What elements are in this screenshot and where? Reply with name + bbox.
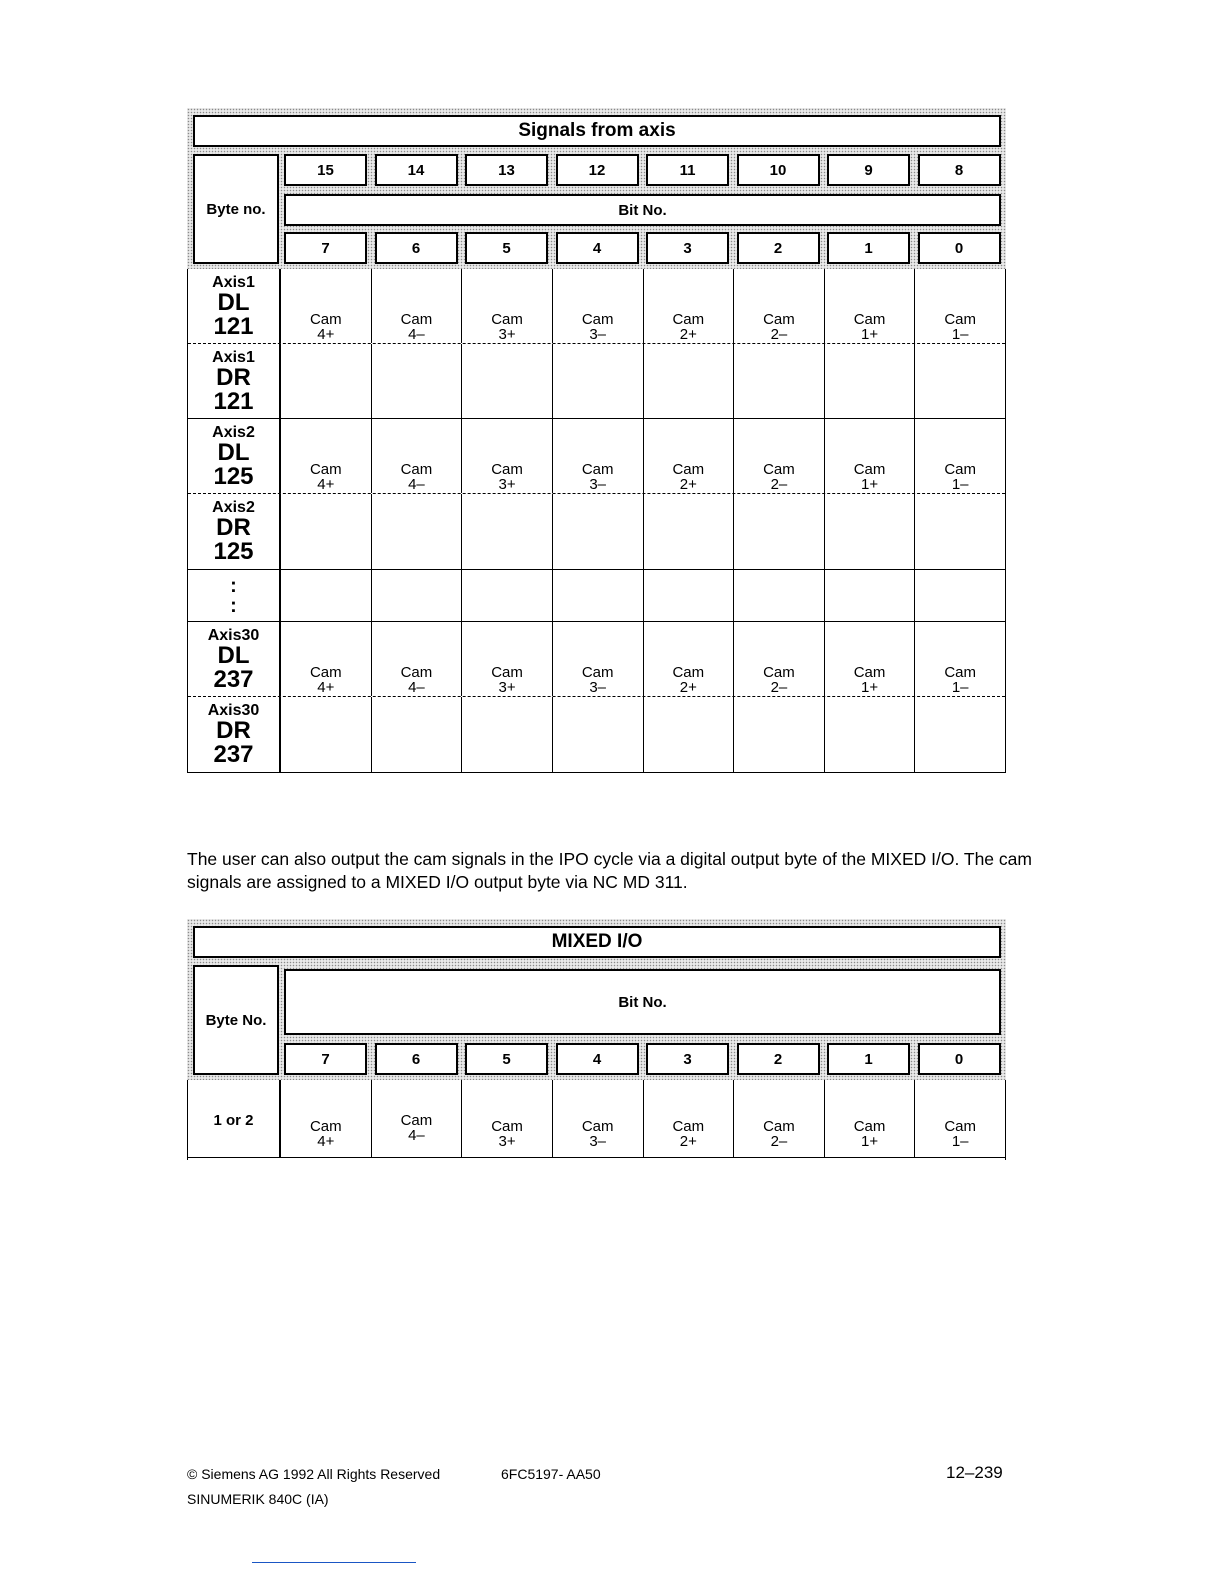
footer-order-no: 6FC5197- AA50 (501, 1466, 601, 1482)
empty-cell (372, 344, 463, 418)
cam-number: 2+ (679, 1133, 697, 1150)
empty-cell (644, 570, 735, 621)
cam-label: Cam (853, 664, 886, 681)
cam-number: 1+ (861, 476, 879, 493)
register-label: DL (217, 438, 250, 466)
cam-label: Cam (400, 1112, 433, 1129)
cam-number: 2– (770, 679, 788, 696)
cam-label: Cam (944, 1118, 977, 1135)
cam-label: Cam (853, 311, 886, 328)
footer-copyright: © Siemens AG 1992 All Rights Reserved (187, 1466, 441, 1482)
empty-cell (734, 344, 825, 418)
cam-label: Cam (309, 461, 342, 478)
byte-cell (188, 697, 281, 772)
bit-low-5: 2 (737, 232, 820, 264)
byte-cell (188, 419, 281, 493)
bit-high-7: 8 (918, 154, 1001, 186)
bit-high-6: 9 (827, 154, 910, 186)
cam-cell (281, 1080, 372, 1157)
register-number: 121 (213, 387, 254, 415)
cam-label: Cam (581, 461, 614, 478)
page-number: 12–239 (946, 1463, 1003, 1482)
cam-cell (734, 1080, 825, 1157)
empty-cell (553, 344, 644, 418)
bit-high-0: 15 (284, 154, 367, 186)
axis-label: Axis2 (212, 423, 255, 441)
cam-number: 1+ (861, 326, 879, 343)
mixed-bit-5: 2 (737, 1043, 820, 1075)
cam-cell (462, 419, 553, 493)
empty-cell (281, 570, 372, 621)
bit-low-6: 1 (827, 232, 910, 264)
cam-cell (825, 1080, 916, 1157)
cam-number: 1– (951, 326, 969, 343)
cam-label: Cam (309, 311, 342, 328)
table-row (188, 269, 1005, 344)
empty-cell (372, 494, 463, 569)
cam-number: 3+ (498, 476, 516, 493)
table2-byte-label: Byte No. (193, 965, 279, 1075)
body-paragraph: The user can also output the cam signals in the IPO cycle via a digital output byte of the MIXED I/O. The cam signals are assigned to a MIXED I/O output byte via NC MD 311. (187, 849, 1032, 892)
empty-cell (734, 570, 825, 621)
cam-cell (553, 419, 644, 493)
cam-cell (372, 622, 463, 696)
cam-label: Cam (944, 664, 977, 681)
byte-cell (188, 344, 281, 418)
cam-label: Cam (491, 311, 523, 328)
bit-low-3: 4 (556, 232, 639, 264)
empty-cell (281, 344, 372, 418)
cam-label: Cam (672, 664, 705, 681)
empty-cell (734, 494, 825, 569)
cam-number: 1– (951, 476, 969, 493)
register-number: 237 (213, 665, 254, 693)
register-label: DL (217, 641, 250, 669)
byte-cell (188, 1080, 281, 1157)
cam-cell (372, 419, 463, 493)
cam-label: Cam (491, 1118, 523, 1135)
empty-cell (462, 344, 553, 418)
axis-label: Axis2 (212, 499, 255, 516)
empty-cell (553, 570, 644, 621)
cam-number: 4+ (317, 679, 335, 696)
cam-cell (825, 419, 916, 493)
cam-cell (372, 1080, 463, 1157)
byte-cell (188, 494, 281, 569)
register-number: 125 (213, 538, 254, 565)
axis-label: Axis30 (207, 702, 260, 719)
table1-header (187, 108, 1006, 269)
table-row (188, 570, 1005, 622)
register-number: 121 (213, 312, 254, 340)
table1-body (187, 269, 1006, 773)
empty-cell (825, 570, 916, 621)
empty-cell (462, 494, 553, 569)
cam-label: Cam (763, 1118, 795, 1135)
register-label: DL (217, 288, 250, 316)
cam-cell (281, 269, 372, 343)
empty-cell (553, 494, 644, 569)
empty-cell (644, 344, 735, 418)
cam-number: 4– (408, 326, 425, 343)
cam-cell (281, 622, 372, 696)
axis-label: Axis30 (207, 626, 260, 644)
mixed-bit-7: 0 (918, 1043, 1001, 1075)
empty-cell (644, 494, 735, 569)
cam-cell (825, 269, 916, 343)
cam-cell (915, 269, 1005, 343)
bit-low-4: 3 (646, 232, 729, 264)
cam-label: Cam (581, 311, 614, 328)
cam-number: 3+ (498, 1133, 516, 1150)
cam-label: Cam (763, 664, 795, 681)
bit-high-4: 11 (646, 154, 729, 186)
register-label: DR (216, 717, 251, 744)
cam-cell (462, 269, 553, 343)
mixed-bit-3: 4 (556, 1043, 639, 1075)
table2-body (187, 1080, 1006, 1160)
table1-bit-label: Bit No. (284, 194, 1001, 226)
table-row (188, 1080, 1005, 1158)
cam-label: Cam (672, 311, 705, 328)
cam-cell (734, 269, 825, 343)
cam-number: 3+ (498, 679, 516, 696)
cam-cell (462, 622, 553, 696)
cam-number: 2+ (679, 679, 697, 696)
byte-cell (188, 269, 281, 343)
table-row (188, 697, 1005, 773)
empty-cell (372, 570, 463, 621)
cam-number: 4– (408, 476, 425, 493)
empty-cell (462, 570, 553, 621)
cam-cell (915, 1080, 1005, 1157)
cam-number: 1– (951, 1133, 969, 1150)
cam-number: 4+ (317, 1133, 335, 1150)
bit-high-5: 10 (737, 154, 820, 186)
byte-cell (188, 622, 281, 696)
cam-number: 3+ (498, 326, 516, 343)
empty-cell (734, 697, 825, 772)
bit-high-1: 14 (375, 154, 458, 186)
table-row (188, 494, 1005, 570)
cam-cell (644, 269, 735, 343)
empty-cell (915, 494, 1005, 569)
empty-cell (825, 697, 916, 772)
cam-cell (734, 419, 825, 493)
cam-cell (553, 622, 644, 696)
footer-product: SINUMERIK 840C (IA) (187, 1491, 329, 1507)
cam-number: 4+ (317, 326, 335, 343)
cam-cell (462, 1080, 553, 1157)
mixed-bit-2: 5 (465, 1043, 548, 1075)
empty-cell (825, 344, 916, 418)
cam-cell (644, 419, 735, 493)
cam-label: Cam (853, 1118, 886, 1135)
link-underline (252, 1562, 416, 1563)
cam-number: 2– (770, 326, 788, 343)
cam-label: Cam (581, 664, 614, 681)
cam-label: Cam (491, 461, 523, 478)
cam-number: 3– (589, 679, 607, 696)
bit-high-3: 12 (556, 154, 639, 186)
cam-number: 1+ (861, 679, 879, 696)
cam-number: 3– (589, 326, 607, 343)
register-number: 125 (213, 462, 254, 490)
cam-label: Cam (400, 311, 433, 328)
table1-title: Signals from axis (193, 115, 1001, 147)
axis-label: Axis1 (212, 348, 255, 366)
cam-cell (553, 1080, 644, 1157)
empty-cell (915, 697, 1005, 772)
cam-number: 4+ (317, 476, 335, 493)
cam-cell (553, 269, 644, 343)
mixed-bit-1: 6 (375, 1043, 458, 1075)
register-number: 237 (213, 741, 254, 768)
empty-cell (281, 697, 372, 772)
cam-label: Cam (400, 664, 433, 681)
table-row (188, 344, 1005, 419)
cam-number: 4– (408, 679, 425, 696)
empty-cell (553, 697, 644, 772)
table2-title: MIXED I/O (193, 926, 1001, 958)
table2-header (187, 919, 1006, 1080)
cam-label: Cam (944, 311, 977, 328)
bit-low-7: 0 (918, 232, 1001, 264)
cam-number: 4– (408, 1127, 425, 1144)
cam-number: 3– (589, 1133, 607, 1150)
empty-cell (915, 344, 1005, 418)
cam-cell (915, 419, 1005, 493)
empty-cell (825, 494, 916, 569)
cam-label: Cam (491, 664, 523, 681)
ellipsis-mark: : (230, 594, 237, 617)
empty-cell (372, 697, 463, 772)
cam-number: 1– (951, 679, 969, 696)
empty-cell (915, 570, 1005, 621)
register-label: DR (216, 363, 251, 391)
cam-cell (734, 622, 825, 696)
empty-cell (281, 494, 372, 569)
table-row (188, 622, 1005, 697)
bit-high-2: 13 (465, 154, 548, 186)
cam-label: Cam (853, 461, 886, 478)
ellipsis-mark: : (230, 574, 237, 597)
cam-number: 2– (770, 476, 788, 493)
cam-cell (915, 622, 1005, 696)
cam-label: Cam (763, 461, 795, 478)
bit-low-1: 6 (375, 232, 458, 264)
cam-label: Cam (672, 1118, 705, 1135)
cam-number: 1+ (861, 1133, 879, 1150)
cam-number: 2+ (679, 476, 697, 493)
register-label: DR (216, 514, 251, 541)
cam-label: Cam (581, 1118, 614, 1135)
cam-cell (825, 622, 916, 696)
bit-low-2: 5 (465, 232, 548, 264)
cam-cell (644, 1080, 735, 1157)
empty-cell (462, 697, 553, 772)
cam-label: Cam (763, 311, 795, 328)
mixed-bit-4: 3 (646, 1043, 729, 1075)
byte-cell (188, 570, 281, 621)
mixed-bit-0: 7 (284, 1043, 367, 1075)
mixed-bit-6: 1 (827, 1043, 910, 1075)
bit-low-0: 7 (284, 232, 367, 264)
table1-byte-label: Byte no. (193, 154, 279, 264)
cam-cell (281, 419, 372, 493)
table-row (188, 419, 1005, 494)
byte-value: 1 or 2 (213, 1112, 254, 1129)
table2-bit-label: Bit No. (284, 969, 1001, 1035)
cam-number: 3– (589, 476, 607, 493)
cam-cell (644, 622, 735, 696)
cam-cell (372, 269, 463, 343)
cam-label: Cam (400, 461, 433, 478)
empty-cell (644, 697, 735, 772)
cam-label: Cam (672, 461, 705, 478)
axis-label: Axis1 (212, 273, 255, 291)
cam-number: 2+ (679, 326, 697, 343)
cam-label: Cam (309, 664, 342, 681)
cam-number: 2– (770, 1133, 788, 1150)
cam-label: Cam (309, 1118, 342, 1135)
cam-label: Cam (944, 461, 977, 478)
